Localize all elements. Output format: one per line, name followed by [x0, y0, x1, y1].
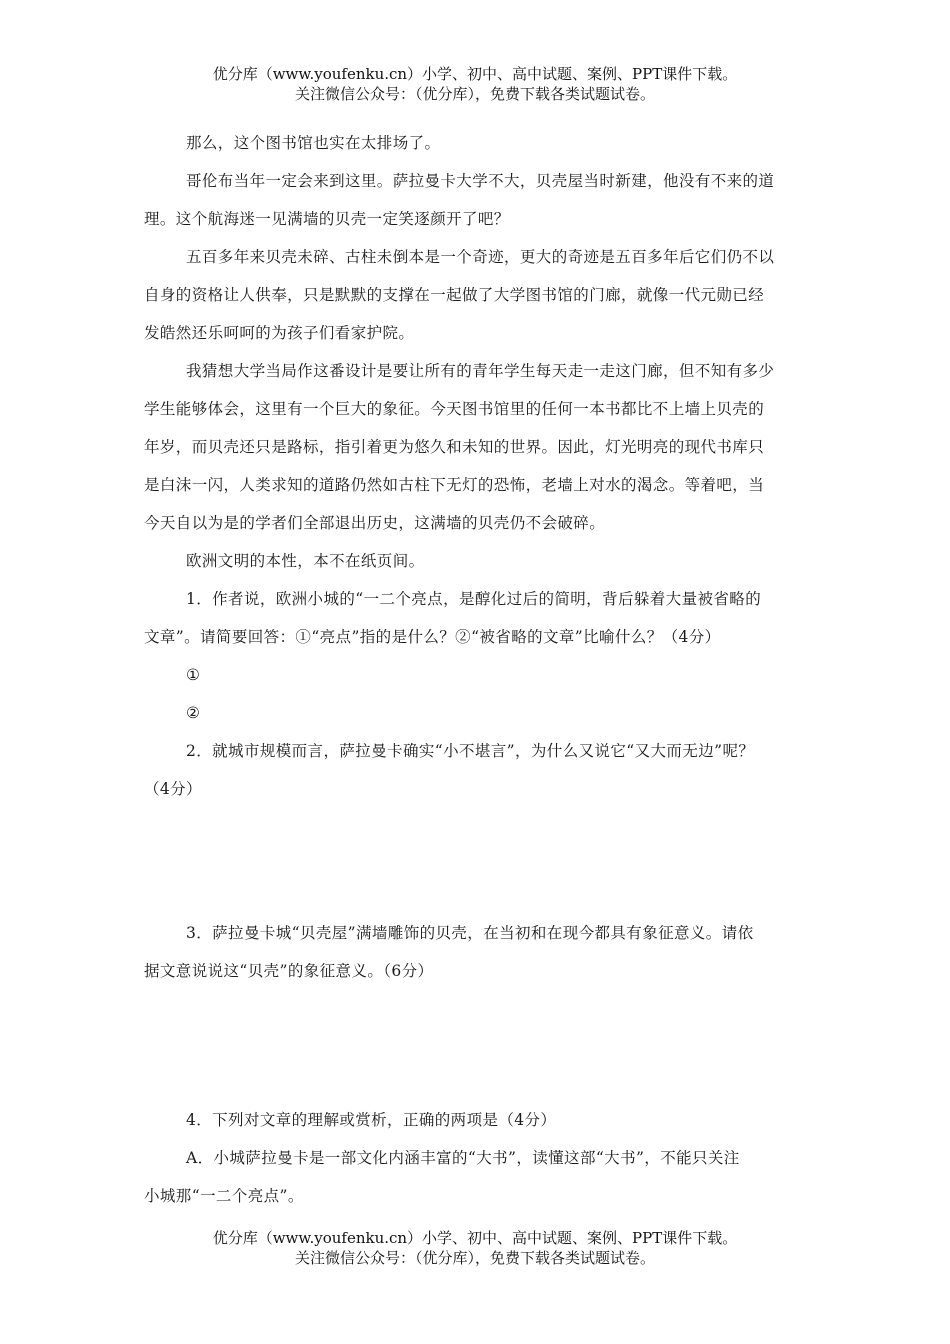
paragraph-line: 哥伦布当年一定会来到这里。萨拉曼卡大学不大，贝壳屋当时新建，他没有不来的道: [186, 172, 775, 190]
answer-marker-1: ①: [186, 666, 201, 684]
question-4: 4．下列对文章的理解或赏析，正确的两项是（4分）: [186, 1111, 557, 1129]
question-2: 2．就城市规模而言，萨拉曼卡确实“小不堪言”，为什么又说它“又大而无边”呢？: [186, 742, 755, 760]
option-a-cont: 小城那“一二个亮点”。: [144, 1187, 304, 1205]
paragraph-line: 理。这个航海迷一见满墙的贝壳一定笑逐颜开了吧？: [144, 210, 510, 228]
answer-space-3: [144, 990, 809, 1101]
question-3-cont: 据文意说说这“贝壳”的象征意义。（6分）: [144, 962, 434, 980]
paragraph-line: 年岁，而贝壳还只是路标，指引着更为悠久和未知的世界。因此，灯光明亮的现代书库只: [144, 438, 765, 456]
option-a: A．小城萨拉曼卡是一部文化内涵丰富的“大书”，读懂这部“大书”，不能只关注: [186, 1149, 740, 1167]
header-line-1: 优分库（www.youfenku.cn）小学、初中、高中试题、案例、PPT课件下载。: [212, 65, 738, 83]
footer-line-1: 优分库（www.youfenku.cn）小学、初中、高中试题、案例、PPT课件下载。: [212, 1229, 738, 1247]
document-body: [144, 124, 809, 1215]
answer-space-2: [144, 808, 809, 914]
paragraph-line: 学生能够体会，这里有一个巨大的象征。今天图书馆里的任何一本书都比不上墙上贝壳的: [144, 400, 765, 418]
page-header: [0, 64, 950, 104]
paragraph-line: 发皓然还乐呵呵的为孩子们看家护院。: [144, 324, 415, 342]
paragraph-line: 自身的资格让人供奉，只是默默的支撑在一起做了大学图书馆的门廊，就像一代元勋已经: [144, 286, 765, 304]
question-2-score: （4分）: [144, 780, 202, 798]
paragraph-line: 欧洲文明的本性，本不在纸页间。: [186, 552, 425, 570]
page-footer: [0, 1228, 950, 1268]
paragraph-line: 我猜想大学当局作这番设计是要让所有的青年学生每天走一走这门廊，但不知有多少: [186, 362, 775, 380]
paragraph-line: 今天自以为是的学者们全部退出历史，这满墙的贝壳仍不会破碎。: [144, 514, 606, 532]
paragraph-line: 那么，这个图书馆也实在太排场了。: [186, 134, 441, 152]
question-1: 1．作者说，欧洲小城的“一二个亮点，是醇化过后的简明，背后躲着大量被省略的: [186, 590, 762, 608]
paragraph-line: 是白沫一闪，人类求知的道路仍然如古柱下无灯的恐怖，老墙上对水的渴念。等着吧，当: [144, 476, 765, 494]
footer-line-2: 关注微信公众号：（优分库），免费下载各类试题试卷。: [294, 1249, 655, 1267]
answer-marker-2: ②: [186, 704, 201, 722]
header-line-2: 关注微信公众号：（优分库），免费下载各类试题试卷。: [294, 85, 655, 103]
paragraph-line: 五百多年来贝壳未碎、古柱未倒本是一个奇迹，更大的奇迹是五百多年后它们仍不以: [186, 248, 775, 266]
question-1-cont: 文章”。请简要回答：①“亮点”指的是什么？②“被省略的文章”比喻什么？（4分）: [144, 628, 721, 646]
question-3: 3．萨拉曼卡城“贝壳屋”满墙雕饰的贝壳，在当初和在现今都具有象征意义。请依: [186, 924, 754, 942]
